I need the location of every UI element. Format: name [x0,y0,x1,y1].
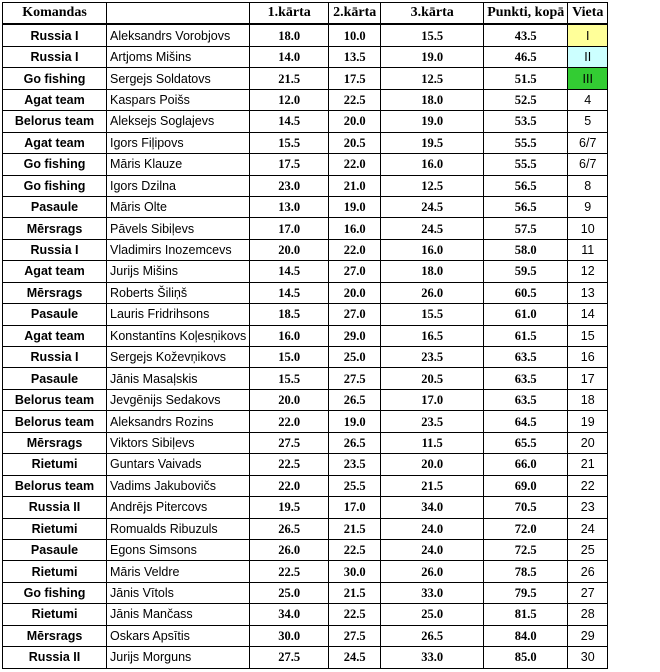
team-cell[interactable]: Russia I [3,24,107,46]
round3-cell[interactable]: 19.0 [381,111,484,132]
place-cell[interactable]: 9 [568,196,608,217]
round2-cell[interactable]: 22.5 [329,604,381,625]
team-cell[interactable]: Go fishing [3,582,107,603]
round3-cell[interactable]: 16.0 [381,154,484,175]
total-cell[interactable]: 72.0 [484,518,568,539]
table-row [3,89,608,110]
team-cell[interactable]: Russia I [3,46,107,67]
place-cell[interactable]: 22 [568,475,608,496]
place-cell[interactable]: III [568,68,608,89]
place-cell[interactable]: 24 [568,518,608,539]
name-cell[interactable]: Oskars Apsītis [107,625,250,646]
header-name[interactable] [107,3,250,25]
total-cell[interactable]: 72.5 [484,539,568,560]
round1-cell[interactable]: 27.5 [250,432,329,453]
round2-cell[interactable]: 21.0 [329,175,381,196]
name-cell[interactable]: Vladimirs Inozemcevs [107,239,250,260]
round3-cell[interactable]: 15.5 [381,304,484,325]
total-cell[interactable]: 58.0 [484,239,568,260]
round3-cell[interactable]: 19.0 [381,46,484,67]
team-cell[interactable]: Mērsrags [3,432,107,453]
name-cell[interactable]: Māris Klauze [107,154,250,175]
total-cell[interactable]: 64.5 [484,411,568,432]
round2-cell[interactable]: 20.0 [329,282,381,303]
round2-cell[interactable]: 27.5 [329,368,381,389]
place-cell[interactable]: 21 [568,454,608,475]
round2-cell[interactable]: 19.0 [329,196,381,217]
round1-cell[interactable]: 17.0 [250,218,329,239]
total-cell[interactable]: 60.5 [484,282,568,303]
table-row [3,582,608,603]
name-cell[interactable]: Vadims Jakubovičs [107,475,250,496]
total-cell[interactable]: 61.5 [484,325,568,346]
header-round1[interactable]: 1.kārta [250,3,329,25]
round1-cell[interactable]: 25.0 [250,582,329,603]
place-cell[interactable]: 20 [568,432,608,453]
table-row [3,304,608,325]
total-cell[interactable]: 61.0 [484,304,568,325]
header-place[interactable]: Vieta [568,3,608,25]
round3-cell[interactable]: 24.0 [381,518,484,539]
round1-cell[interactable]: 23.0 [250,175,329,196]
table-row [3,261,608,282]
name-cell[interactable]: Igors Dzilna [107,175,250,196]
round1-cell[interactable]: 21.5 [250,68,329,89]
table-row [3,368,608,389]
name-cell[interactable]: Aleksandrs Vorobjovs [107,24,250,46]
round3-cell[interactable]: 12.5 [381,68,484,89]
round1-cell[interactable]: 19.5 [250,497,329,518]
table-row [3,475,608,496]
table-row [3,218,608,239]
name-cell[interactable]: Artjoms Mišins [107,46,250,67]
round1-cell[interactable]: 22.0 [250,475,329,496]
round2-cell[interactable]: 22.5 [329,89,381,110]
round1-cell[interactable]: 22.5 [250,454,329,475]
round2-cell[interactable]: 27.0 [329,304,381,325]
round2-cell[interactable]: 20.0 [329,111,381,132]
total-cell[interactable]: 85.0 [484,647,568,668]
round1-cell[interactable]: 20.0 [250,389,329,410]
name-cell[interactable]: Egons Simsons [107,539,250,560]
round2-cell[interactable]: 17.0 [329,497,381,518]
name-cell[interactable]: Jānis Mančass [107,604,250,625]
name-cell[interactable]: Roberts Šiliņš [107,282,250,303]
name-cell[interactable]: Sergejs Koževņikovs [107,347,250,368]
team-cell[interactable]: Go fishing [3,175,107,196]
total-cell[interactable]: 79.5 [484,582,568,603]
round3-cell[interactable]: 20.5 [381,368,484,389]
name-cell[interactable]: Jurijs Mišins [107,261,250,282]
total-cell[interactable]: 70.5 [484,497,568,518]
round1-cell[interactable]: 22.0 [250,411,329,432]
place-cell[interactable]: 15 [568,325,608,346]
place-cell[interactable]: I [568,24,608,46]
round3-cell[interactable]: 26.5 [381,625,484,646]
name-cell[interactable]: Aleksandrs Rozins [107,411,250,432]
team-cell[interactable]: Russia I [3,239,107,260]
name-cell[interactable]: Jānis Vītols [107,582,250,603]
round3-cell[interactable]: 26.0 [381,282,484,303]
round2-cell[interactable]: 26.5 [329,432,381,453]
total-cell[interactable]: 43.5 [484,24,568,46]
place-cell[interactable]: 13 [568,282,608,303]
round1-cell[interactable]: 14.5 [250,111,329,132]
team-cell[interactable]: Agat team [3,325,107,346]
table-row [3,282,608,303]
team-cell[interactable]: Pasaule [3,304,107,325]
round3-cell[interactable]: 16.0 [381,239,484,260]
round1-cell[interactable]: 13.0 [250,196,329,217]
round1-cell[interactable]: 22.5 [250,561,329,582]
team-cell[interactable]: Go fishing [3,154,107,175]
header-round2[interactable]: 2.kārta [329,3,381,25]
round3-cell[interactable]: 24.5 [381,218,484,239]
table-row [3,432,608,453]
place-cell[interactable]: 23 [568,497,608,518]
team-cell[interactable]: Belorus team [3,111,107,132]
round2-cell[interactable]: 21.5 [329,582,381,603]
round3-cell[interactable]: 11.5 [381,432,484,453]
round3-cell[interactable]: 33.0 [381,582,484,603]
table-row [3,389,608,410]
place-cell[interactable]: 19 [568,411,608,432]
place-cell[interactable]: 6/7 [568,132,608,153]
total-cell[interactable]: 84.0 [484,625,568,646]
table-row [3,497,608,518]
round2-cell[interactable]: 29.0 [329,325,381,346]
round3-cell[interactable]: 24.0 [381,539,484,560]
total-cell[interactable]: 78.5 [484,561,568,582]
name-cell[interactable]: Māris Veldre [107,561,250,582]
table-row [3,625,608,646]
team-cell[interactable]: Belorus team [3,411,107,432]
place-cell[interactable]: 12 [568,261,608,282]
name-cell[interactable]: Viktors Sibiļevs [107,432,250,453]
round2-cell[interactable]: 22.0 [329,154,381,175]
round2-cell[interactable]: 27.5 [329,625,381,646]
team-cell[interactable]: Russia I [3,347,107,368]
name-cell[interactable]: Konstantīns Koļesņikovs [107,325,250,346]
name-cell[interactable]: Igors Fiļipovs [107,132,250,153]
total-cell[interactable]: 55.5 [484,132,568,153]
team-cell[interactable]: Pasaule [3,196,107,217]
team-cell[interactable]: Belorus team [3,475,107,496]
round3-cell[interactable]: 33.0 [381,647,484,668]
round3-cell[interactable]: 23.5 [381,347,484,368]
round3-cell[interactable]: 17.0 [381,389,484,410]
table-row [3,111,608,132]
round1-cell[interactable]: 12.0 [250,89,329,110]
round3-cell[interactable]: 25.0 [381,604,484,625]
round1-cell[interactable]: 15.5 [250,132,329,153]
place-cell[interactable]: 6/7 [568,154,608,175]
place-cell[interactable]: 14 [568,304,608,325]
table-row [3,175,608,196]
team-cell[interactable]: Russia II [3,647,107,668]
round2-cell[interactable]: 16.0 [329,218,381,239]
name-cell[interactable]: Pāvels Sibiļevs [107,218,250,239]
name-cell[interactable]: Jānis Masaļskis [107,368,250,389]
table-row [3,454,608,475]
round3-cell[interactable]: 24.5 [381,196,484,217]
place-cell[interactable]: 11 [568,239,608,260]
table-row [3,561,608,582]
table-row [3,518,608,539]
place-cell[interactable]: 17 [568,368,608,389]
round2-cell[interactable]: 22.5 [329,539,381,560]
team-cell[interactable]: Rietumi [3,561,107,582]
place-cell[interactable]: 25 [568,539,608,560]
name-cell[interactable]: Jurijs Morguns [107,647,250,668]
round2-cell[interactable]: 17.5 [329,68,381,89]
table-row [3,347,608,368]
place-cell[interactable]: 18 [568,389,608,410]
total-cell[interactable]: 56.5 [484,175,568,196]
total-cell[interactable]: 65.5 [484,432,568,453]
name-cell[interactable]: Lauris Fridrihsons [107,304,250,325]
header-team[interactable]: Komandas [3,3,107,25]
team-cell[interactable]: Rietumi [3,454,107,475]
total-cell[interactable]: 63.5 [484,347,568,368]
table-row [3,325,608,346]
round1-cell[interactable]: 15.0 [250,347,329,368]
round3-cell[interactable]: 20.0 [381,454,484,475]
place-cell[interactable]: 30 [568,647,608,668]
table-row [3,154,608,175]
team-cell[interactable]: Mērsrags [3,282,107,303]
table-row [3,411,608,432]
round3-cell[interactable]: 15.5 [381,24,484,46]
place-cell[interactable]: 5 [568,111,608,132]
place-cell[interactable]: 27 [568,582,608,603]
round3-cell[interactable]: 34.0 [381,497,484,518]
name-cell[interactable]: Guntars Vaivads [107,454,250,475]
team-cell[interactable]: Agat team [3,132,107,153]
total-cell[interactable]: 57.5 [484,218,568,239]
place-cell[interactable]: 16 [568,347,608,368]
total-cell[interactable]: 51.5 [484,68,568,89]
round2-cell[interactable]: 20.5 [329,132,381,153]
round1-cell[interactable]: 18.5 [250,304,329,325]
table-row [3,647,608,668]
total-cell[interactable]: 53.5 [484,111,568,132]
round3-cell[interactable]: 21.5 [381,475,484,496]
total-cell[interactable]: 46.5 [484,46,568,67]
name-cell[interactable]: Romualds Ribuzuls [107,518,250,539]
place-cell[interactable]: 26 [568,561,608,582]
name-cell[interactable]: Sergejs Soldatovs [107,68,250,89]
round1-cell[interactable]: 18.0 [250,24,329,46]
name-cell[interactable]: Jevgēnijs Sedakovs [107,389,250,410]
round3-cell[interactable]: 19.5 [381,132,484,153]
round3-cell[interactable]: 26.0 [381,561,484,582]
total-cell[interactable]: 66.0 [484,454,568,475]
total-cell[interactable]: 52.5 [484,89,568,110]
name-cell[interactable]: Kaspars Poišs [107,89,250,110]
team-cell[interactable]: Agat team [3,89,107,110]
round1-cell[interactable]: 26.0 [250,539,329,560]
round3-cell[interactable]: 18.0 [381,89,484,110]
round2-cell[interactable]: 13.5 [329,46,381,67]
team-cell[interactable]: Pasaule [3,539,107,560]
table-row [3,539,608,560]
place-cell[interactable]: 29 [568,625,608,646]
round2-cell[interactable]: 27.0 [329,261,381,282]
header-row [3,3,608,25]
table-row [3,46,608,67]
round1-cell[interactable]: 14.0 [250,46,329,67]
header-round3[interactable]: 3.kārta [381,3,484,25]
total-cell[interactable]: 63.5 [484,368,568,389]
total-cell[interactable]: 63.5 [484,389,568,410]
place-cell[interactable]: II [568,46,608,67]
round2-cell[interactable]: 10.0 [329,24,381,46]
round1-cell[interactable]: 27.5 [250,647,329,668]
round2-cell[interactable]: 25.0 [329,347,381,368]
results-table [2,2,608,669]
round1-cell[interactable]: 15.5 [250,368,329,389]
team-cell[interactable]: Mērsrags [3,218,107,239]
round1-cell[interactable]: 20.0 [250,239,329,260]
round2-cell[interactable]: 24.5 [329,647,381,668]
total-cell[interactable]: 59.5 [484,261,568,282]
team-cell[interactable]: Go fishing [3,68,107,89]
place-cell[interactable]: 10 [568,218,608,239]
round2-cell[interactable]: 21.5 [329,518,381,539]
round3-cell[interactable]: 12.5 [381,175,484,196]
table-row [3,604,608,625]
name-cell[interactable]: Māris Olte [107,196,250,217]
team-cell[interactable]: Pasaule [3,368,107,389]
round1-cell[interactable]: 30.0 [250,625,329,646]
round2-cell[interactable]: 19.0 [329,411,381,432]
round2-cell[interactable]: 23.5 [329,454,381,475]
round1-cell[interactable]: 14.5 [250,282,329,303]
table-row [3,132,608,153]
header-points[interactable]: Punkti, kopā [484,3,568,25]
table-row [3,196,608,217]
team-cell[interactable]: Rietumi [3,604,107,625]
round2-cell[interactable]: 30.0 [329,561,381,582]
team-cell[interactable]: Rietumi [3,518,107,539]
team-cell[interactable]: Russia II [3,497,107,518]
place-cell[interactable]: 4 [568,89,608,110]
round2-cell[interactable]: 25.5 [329,475,381,496]
total-cell[interactable]: 55.5 [484,154,568,175]
name-cell[interactable]: Aleksejs Soglajevs [107,111,250,132]
total-cell[interactable]: 69.0 [484,475,568,496]
table-row [3,68,608,89]
team-cell[interactable]: Mērsrags [3,625,107,646]
round1-cell[interactable]: 17.5 [250,154,329,175]
table-row [3,24,608,46]
total-cell[interactable]: 56.5 [484,196,568,217]
place-cell[interactable]: 28 [568,604,608,625]
team-cell[interactable]: Belorus team [3,389,107,410]
round1-cell[interactable]: 16.0 [250,325,329,346]
round2-cell[interactable]: 26.5 [329,389,381,410]
place-cell[interactable]: 8 [568,175,608,196]
round1-cell[interactable]: 14.5 [250,261,329,282]
round2-cell[interactable]: 22.0 [329,239,381,260]
round1-cell[interactable]: 26.5 [250,518,329,539]
team-cell[interactable]: Agat team [3,261,107,282]
round1-cell[interactable]: 34.0 [250,604,329,625]
name-cell[interactable]: Andrējs Pitercovs [107,497,250,518]
table-row [3,239,608,260]
total-cell[interactable]: 81.5 [484,604,568,625]
round3-cell[interactable]: 16.5 [381,325,484,346]
round3-cell[interactable]: 23.5 [381,411,484,432]
round3-cell[interactable]: 18.0 [381,261,484,282]
